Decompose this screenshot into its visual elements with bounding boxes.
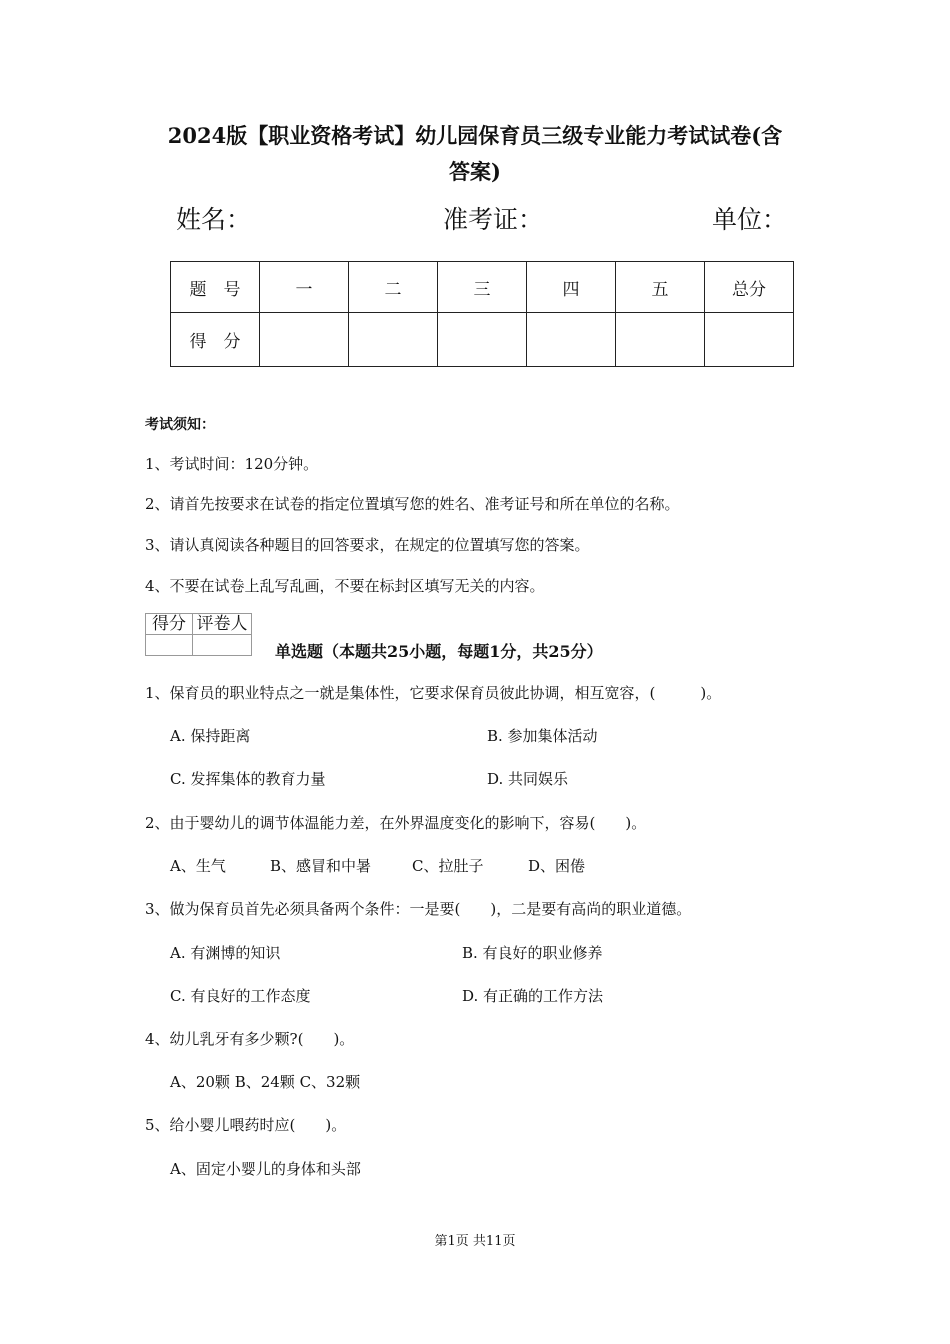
score-row-label: 得 分 xyxy=(171,313,260,367)
score-header-cell: 题 号 xyxy=(171,262,260,313)
score-table xyxy=(170,261,794,367)
score-cell[interactable] xyxy=(260,313,349,367)
q1-option-d: D. 共同娱乐 xyxy=(487,770,569,788)
q3-option-d: D. 有正确的工作方法 xyxy=(462,987,604,1005)
q3-option-a: A. 有渊博的知识 xyxy=(170,944,281,962)
unit-label: 单位： xyxy=(712,205,788,234)
score-header-cell: 二 xyxy=(349,262,438,313)
page-footer: 第1页 共11页 xyxy=(434,1234,516,1249)
grader-reviewer-label: 评卷人 xyxy=(193,614,252,635)
q1-option-a: A. 保持距离 xyxy=(170,727,251,745)
q2-option-c: C、拉肚子 xyxy=(412,857,484,875)
note-item: 4、不要在试卷上乱写乱画，不要在标封区填写无关的内容。 xyxy=(145,577,545,595)
q1-option-b: B. 参加集体活动 xyxy=(487,727,598,745)
grader-score-label: 得分 xyxy=(146,614,193,635)
note-item: 2、请首先按要求在试卷的指定位置填写您的姓名、准考证号和所在单位的名称。 xyxy=(145,495,680,513)
name-label: 姓名： xyxy=(176,205,252,234)
section-title: 单选题（本题共25小题，每题1分，共25分） xyxy=(275,642,603,661)
score-cell[interactable] xyxy=(527,313,616,367)
q3-option-b: B. 有良好的职业修养 xyxy=(462,944,603,962)
note-item: 3、请认真阅读各种题目的回答要求，在规定的位置填写您的答案。 xyxy=(145,536,590,554)
score-table-header-row xyxy=(171,262,794,313)
grader-score-cell[interactable] xyxy=(146,635,193,656)
score-cell[interactable] xyxy=(438,313,527,367)
score-header-cell: 四 xyxy=(527,262,616,313)
score-cell[interactable] xyxy=(349,313,438,367)
exam-id-label: 准考证： xyxy=(443,205,544,234)
score-table-score-row xyxy=(171,313,794,367)
grader-box xyxy=(145,613,252,656)
score-cell[interactable] xyxy=(616,313,705,367)
q2-option-b: B、感冒和中暑 xyxy=(270,857,372,875)
score-header-cell: 五 xyxy=(616,262,705,313)
note-item: 1、考试时间：120分钟。 xyxy=(145,455,319,473)
question-4: 4、幼儿乳牙有多少颗?( )。 xyxy=(145,1030,355,1048)
question-3: 3、做为保育员首先必须具备两个条件：一是要( )，二是要有高尚的职业道德。 xyxy=(145,900,692,918)
q4-options: A、20颗 B、24颗 C、32颗 xyxy=(170,1073,361,1091)
q3-option-c: C. 有良好的工作态度 xyxy=(170,987,311,1005)
q1-option-c: C. 发挥集体的教育力量 xyxy=(170,770,326,788)
question-5: 5、给小婴儿喂药时应( )。 xyxy=(145,1116,347,1134)
q2-option-d: D、困倦 xyxy=(528,857,586,875)
q2-option-a: A、生气 xyxy=(170,857,226,875)
title-line-1: 2024版【职业资格考试】幼儿园保育员三级专业能力考试试卷(含 xyxy=(167,123,783,148)
score-header-cell: 三 xyxy=(438,262,527,313)
score-cell[interactable] xyxy=(705,313,794,367)
question-2: 2、由于婴幼儿的调节体温能力差，在外界温度变化的影响下，容易( )。 xyxy=(145,814,647,832)
title-line-2: 答案) xyxy=(449,159,501,184)
notes-heading: 考试须知： xyxy=(145,417,215,433)
score-header-cell: 总分 xyxy=(705,262,794,313)
question-1: 1、保育员的职业特点之一就是集体性，它要求保育员彼此协调，相互宽容，( )。 xyxy=(145,684,722,702)
score-header-cell: 一 xyxy=(260,262,349,313)
grader-reviewer-cell[interactable] xyxy=(193,635,252,656)
page-title xyxy=(140,118,810,190)
q5-option-a: A、固定小婴儿的身体和头部 xyxy=(170,1160,361,1178)
